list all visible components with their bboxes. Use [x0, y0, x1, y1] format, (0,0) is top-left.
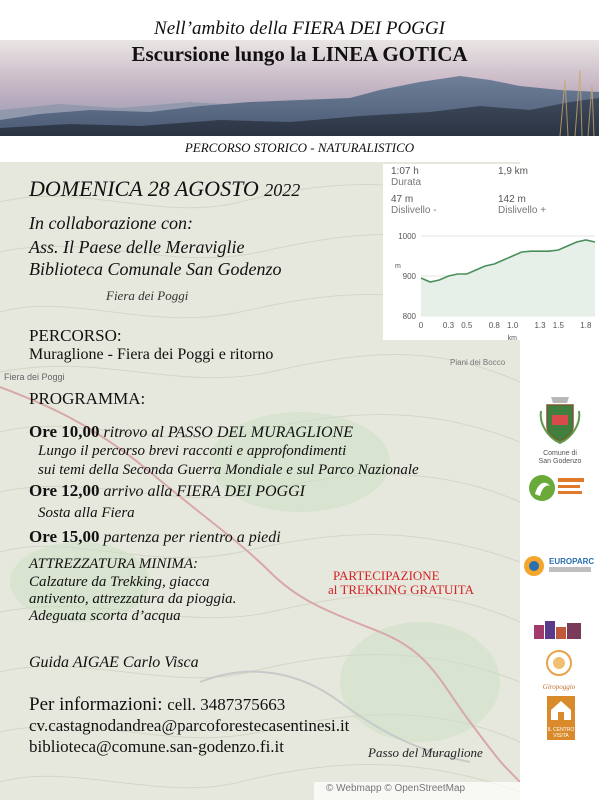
europarc-logo [523, 553, 593, 581]
info-label: Per informazioni: [29, 694, 163, 715]
x-axis-label: km [507, 335, 517, 342]
program-item [29, 481, 305, 501]
y-tick-label: 1000 [398, 232, 416, 241]
event-date [29, 176, 300, 202]
attrezzatura-heading: ATTREZZATURA MINIMA: [29, 556, 199, 572]
stat-distance [498, 166, 528, 177]
stat-ascent [498, 194, 546, 216]
giropoggio-text: Giropoggio [542, 683, 576, 691]
guida-text: Guida AIGAE Carlo Visca [29, 654, 199, 671]
info-line [29, 694, 285, 716]
y-tick-label: 900 [402, 272, 416, 281]
centro-visita-text: IL CENTRO VISITA [547, 727, 575, 739]
centro-visita-logo [547, 696, 575, 740]
comune-crest-icon [537, 393, 583, 445]
attrezzatura-line: Adeguata scorta d’acqua [29, 608, 181, 624]
map-attribution: © Webmapp © OpenStreetMap [326, 783, 466, 794]
elevation-profile-panel [383, 164, 599, 340]
map-label-piani: Piani dei Bocco [450, 358, 506, 367]
percorso-text: Muraglione - Fiera dei Poggi e ritorno [29, 346, 274, 363]
program-time: Ore 10,00 [29, 422, 100, 441]
program-item [29, 527, 281, 547]
x-tick-label: 0.8 [488, 321, 500, 330]
program-item: Sosta alla Fiera [38, 505, 135, 521]
stat-value: 47 m [391, 194, 414, 205]
giropoggio-sun-icon [539, 648, 579, 678]
europarc-text: EUROPARC [549, 557, 595, 566]
stat-value: 1,9 km [498, 166, 529, 177]
stat-label: Durata [391, 177, 422, 188]
partecipazione-line2: al TREKKING GRATUITA [328, 582, 475, 597]
stat-duration [391, 166, 421, 188]
paese-meraviglie-icon [532, 617, 584, 641]
percorso-heading: PERCORSO: [29, 326, 122, 345]
stat-value: 1:07 h [391, 166, 419, 177]
giropoggio-logo [539, 648, 579, 690]
house-icon [547, 696, 575, 722]
paese-meraviglie-logo [532, 617, 584, 641]
program-item [29, 422, 353, 442]
comune-logo-text: Comune di San Godenzo [538, 450, 582, 465]
event-title: Escursione lungo la LINEA GOTICA [131, 42, 468, 66]
program-time: Ore 12,00 [29, 481, 100, 500]
event-date-year: 2022 [264, 180, 301, 200]
info-phone: cell. 3487375663 [167, 695, 286, 714]
partner-item: Biblioteca Comunale San Godenzo [29, 259, 282, 279]
partner-item: Ass. Il Paese delle Meraviglie [29, 237, 245, 257]
partecipazione-line1: PARTECIPAZIONE [333, 568, 440, 583]
x-tick-label: 0.5 [461, 321, 473, 330]
info-email[interactable]: cv.castagnodandrea@parcoforestecasentinesi.it [29, 716, 350, 735]
map-label-fiera: Fiera dei Poggi [106, 288, 189, 303]
attrezzatura-line: Calzature da Trekking, giacca [29, 574, 210, 590]
stat-label: Dislivello + [498, 205, 547, 216]
programma-heading: PROGRAMMA: [29, 389, 146, 408]
event-line: Nell’ambito della FIERA DEI POGGI [154, 18, 445, 39]
program-text: ritrovo al PASSO DEL MURAGLIONE [99, 424, 353, 441]
parco-logo [528, 470, 588, 506]
collaboration-heading: In collaborazione con: [29, 213, 193, 233]
x-tick-label: 1.5 [552, 321, 564, 330]
x-tick-label: 1.3 [534, 321, 546, 330]
elevation-area [421, 240, 595, 316]
europarc-subline [549, 567, 591, 572]
program-item: Lungo il percorso brevi racconti e approfondimenti [38, 443, 347, 459]
info-email[interactable]: biblioteca@comune.san-godenzo.fi.it [29, 737, 284, 756]
program-item: sui temi della Seconda Guerra Mondiale e sul Parco Nazionale [38, 462, 419, 478]
mountain-banner [0, 40, 599, 136]
y-tick-label: 800 [402, 312, 416, 321]
parco-nazionale-icon [528, 470, 588, 506]
europarc-star-icon [523, 555, 545, 577]
program-time: Ore 15,00 [29, 527, 100, 546]
x-tick-label: 1.8 [580, 321, 592, 330]
event-date-day: DOMENICA 28 AGOSTO [29, 176, 259, 201]
x-tick-label: 0.3 [442, 321, 455, 330]
comune-logo [537, 393, 583, 463]
stat-value: 142 m [498, 194, 526, 205]
elevation-chart [383, 226, 599, 342]
y-axis-label: m [395, 263, 401, 270]
stat-descent [391, 194, 437, 216]
program-text: arrivo alla FIERA DEI POGGI [99, 483, 305, 500]
x-tick-label: 0 [418, 321, 424, 330]
map-label-passo: Passo del Muraglione [368, 745, 483, 760]
attrezzatura-line: antivento, attrezzatura da pioggia. [29, 591, 237, 607]
x-tick-label: 1.0 [507, 321, 519, 330]
stat-label: Dislivello - [391, 205, 437, 216]
program-text: partenza per rientro a piedi [99, 529, 281, 546]
map-label-poggi: Fiera dei Poggi [4, 372, 65, 382]
subtitle: PERCORSO STORICO - NATURALISTICO [184, 140, 415, 155]
